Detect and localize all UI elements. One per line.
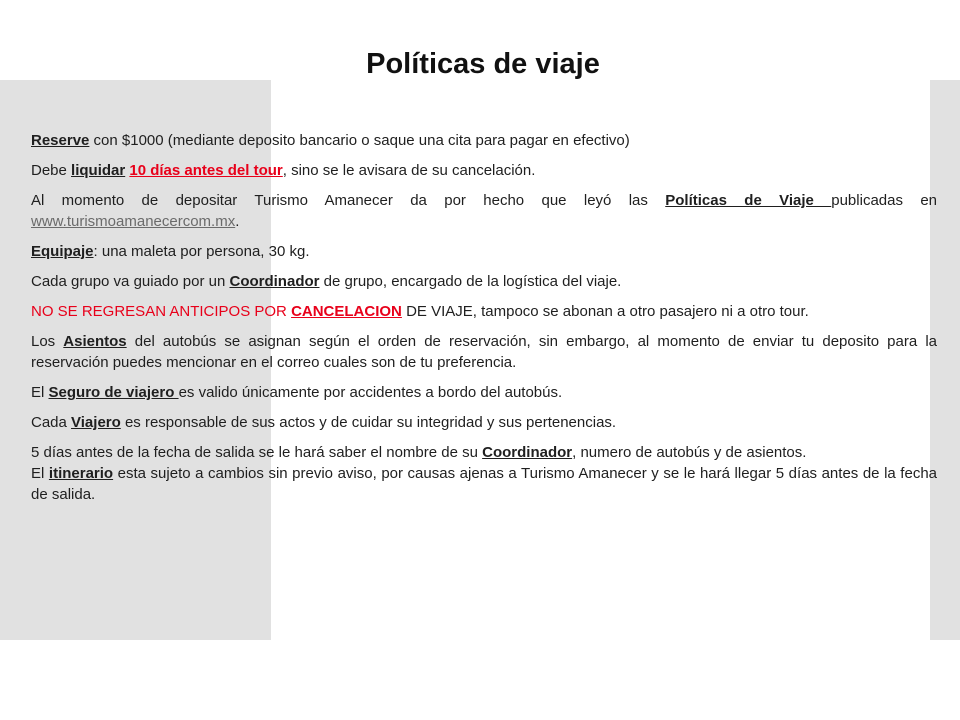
policy-traveler-text: es responsable de sus actos y de cuidar su integridad y sus pertenencias. [120, 414, 617, 431]
policy-seats-lead: Los [31, 333, 64, 350]
policy-notice-text: , numero de autobús y de asientos. [572, 444, 807, 461]
slide-title: Políticas de viaje [366, 48, 600, 80]
keyword-equipaje: Equipaje [31, 243, 94, 260]
keyword-asientos: Asientos [63, 333, 127, 350]
website-link[interactable]: www.turismoamanecercom.mx [31, 213, 236, 230]
policy-traveler-lead: Cada [31, 414, 72, 431]
policy-insurance-lead: El [31, 384, 49, 401]
policy-itinerary-lead: El [31, 465, 49, 482]
policy-refund-text: , tampoco se abonan a otro pasajero ni a otro tour. [472, 303, 809, 320]
keyword-viajero: Viajero [71, 414, 121, 431]
policy-reserve [31, 130, 937, 151]
policy-payment [31, 160, 937, 181]
keyword-itinerario: itinerario [48, 465, 114, 482]
policy-reserve-text: con $1000 (mediante deposito bancario o saque una cita para pagar en efectivo) [89, 132, 630, 149]
policy-notice [31, 442, 937, 463]
keyword-reserve: Reserve [31, 132, 90, 149]
keyword-liquidar: liquidar [71, 162, 126, 179]
policy-insurance [31, 382, 937, 403]
policy-payment-lead: Debe [31, 162, 72, 179]
policy-traveler [31, 412, 937, 433]
policy-acceptance-lead: Al momento de depositar Turismo Amanecer da por hecho que leyó las [31, 192, 666, 209]
policy-payment-text: , sino se le avisara de su cancelación. [282, 162, 536, 179]
policy-itinerary [31, 463, 937, 505]
policy-acceptance-text: publicadas en [831, 192, 937, 209]
policy-luggage-text: : una maleta por persona, 30 kg. [93, 243, 310, 260]
policy-coordinator-lead: Cada grupo va guiado por un [31, 273, 230, 290]
policy-coordinator [31, 271, 937, 292]
policy-notice-lead: 5 días antes de la fecha de salida se le hará saber el nombre de su [31, 444, 483, 461]
policy-refund-lead: NO SE REGRESAN ANTICIPOS POR [31, 303, 292, 320]
keyword-seguro: Seguro de viajero [48, 384, 179, 401]
keyword-cancelacion: CANCELACION [291, 303, 402, 320]
policy-refund [31, 301, 937, 322]
policy-itinerary-text: esta sujeto a cambios sin previo aviso, por causas ajenas a Turismo Amanecer y se le hará llegar 5 días antes de la fecha de salida. [31, 465, 938, 503]
policy-list [31, 130, 937, 505]
keyword-coordinador-2: Coordinador [482, 444, 573, 461]
period-text: . [235, 213, 240, 230]
keyword-deadline: 10 días antes del tour [129, 162, 283, 179]
policy-seats [31, 331, 937, 373]
policy-seats-text: del autobús se asignan según el orden de reservación, sin embargo, al momento de enviar tu deposito para la reservación puedes mencionar en el correo cuales son de tu preferencia. [31, 333, 937, 371]
keyword-politicas: Políticas de Viaje [665, 192, 832, 209]
policy-refund-viaje: DE VIAJE [401, 303, 473, 320]
policy-luggage [31, 241, 937, 262]
policy-insurance-text: es valido únicamente por accidentes a bordo del autobús. [178, 384, 563, 401]
policy-acceptance [31, 190, 937, 232]
policy-coordinator-text: de grupo, encargado de la logística del viaje. [319, 273, 622, 290]
keyword-coordinador: Coordinador [229, 273, 320, 290]
